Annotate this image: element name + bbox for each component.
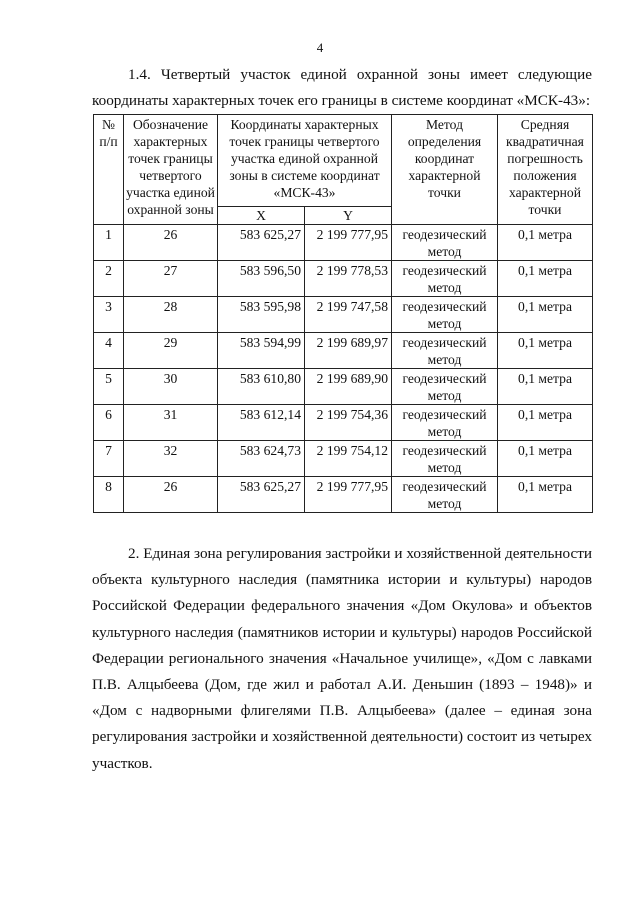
row-method-cell: геодезический метод (392, 369, 498, 405)
row-method-cell: геодезический метод (392, 225, 498, 261)
row-y-cell: 2 199 747,58 (305, 297, 392, 333)
intro-paragraph (92, 62, 592, 114)
intro-text: 1.4. Четвертый участок единой охранной зоны имеет следующие координаты характерных точек его границы в системе координат «МСК-43»: (92, 66, 592, 109)
table-row (94, 333, 593, 369)
row-point-cell: 28 (124, 297, 218, 333)
row-x-cell: 583 624,73 (218, 441, 305, 477)
row-num-cell: 3 (94, 297, 124, 333)
row-error-cell: 0,1 метра (498, 261, 593, 297)
header-num: № п/п (94, 115, 124, 225)
row-y-cell: 2 199 777,95 (305, 477, 392, 513)
row-num-cell: 2 (94, 261, 124, 297)
row-num-cell: 6 (94, 405, 124, 441)
row-x-cell: 583 612,14 (218, 405, 305, 441)
row-x-cell: 583 595,98 (218, 297, 305, 333)
row-point-cell: 26 (124, 477, 218, 513)
coordinates-table (93, 114, 593, 513)
header-coords: Координаты характерных точек границы четвертого участка единой охранной зоны в системе координат «МСК-43» (218, 115, 392, 207)
paragraph-2 (92, 541, 592, 777)
header-y: Y (305, 207, 392, 225)
row-y-cell: 2 199 778,53 (305, 261, 392, 297)
table-row (94, 225, 593, 261)
row-error-cell: 0,1 метра (498, 333, 593, 369)
header-error: Средняя квадратичная погрешность положения характерной точки (498, 115, 593, 225)
row-point-cell: 26 (124, 225, 218, 261)
row-method-cell: геодезический метод (392, 405, 498, 441)
row-method-cell: геодезический метод (392, 261, 498, 297)
row-x-cell: 583 610,80 (218, 369, 305, 405)
row-num-cell: 1 (94, 225, 124, 261)
row-error-cell: 0,1 метра (498, 441, 593, 477)
row-point-cell: 32 (124, 441, 218, 477)
row-x-cell: 583 594,99 (218, 333, 305, 369)
row-y-cell: 2 199 689,97 (305, 333, 392, 369)
header-method: Метод определения координат характерной точки (392, 115, 498, 225)
row-num-cell: 5 (94, 369, 124, 405)
row-point-cell: 29 (124, 333, 218, 369)
row-y-cell: 2 199 754,12 (305, 441, 392, 477)
page-number: 4 (316, 40, 324, 55)
paragraph-2-text: 2. Единая зона регулирования застройки и хозяйственной деятельности объекта культурного наследия (памятника истории и культуры) народов Российской Федерации федерального значения «Дом Окулова» и объектов культурного наследия (памятников истории и культуры) народов Российской Федерации регионального значения «Начальное училище», «Дом с лавками П.В. Алцыбеева (Дом, где жил и работал А.И. Деньшин (1893 – 1948)» и «Дом с надворными флигелями П.В. Алцыбеева» (далее – единая зона регулирования застройки и хозяйственной деятельности) состоит из четырех участков. (92, 545, 592, 772)
row-method-cell: геодезический метод (392, 477, 498, 513)
row-y-cell: 2 199 777,95 (305, 225, 392, 261)
table-row (94, 261, 593, 297)
header-point: Обозначение характерных точек границы четвертого участка единой охранной зоны (124, 115, 218, 225)
row-method-cell: геодезический метод (392, 333, 498, 369)
table-body (94, 225, 593, 513)
row-x-cell: 583 596,50 (218, 261, 305, 297)
row-method-cell: геодезический метод (392, 297, 498, 333)
row-error-cell: 0,1 метра (498, 369, 593, 405)
table-row (94, 477, 593, 513)
row-method-cell: геодезический метод (392, 441, 498, 477)
header-x: X (218, 207, 305, 225)
table-row (94, 405, 593, 441)
table-row (94, 297, 593, 333)
row-x-cell: 583 625,27 (218, 225, 305, 261)
row-point-cell: 31 (124, 405, 218, 441)
row-num-cell: 8 (94, 477, 124, 513)
row-error-cell: 0,1 метра (498, 297, 593, 333)
row-point-cell: 27 (124, 261, 218, 297)
row-error-cell: 0,1 метра (498, 405, 593, 441)
row-num-cell: 7 (94, 441, 124, 477)
row-error-cell: 0,1 метра (498, 477, 593, 513)
row-x-cell: 583 625,27 (218, 477, 305, 513)
table-row (94, 441, 593, 477)
row-y-cell: 2 199 689,90 (305, 369, 392, 405)
row-y-cell: 2 199 754,36 (305, 405, 392, 441)
row-point-cell: 30 (124, 369, 218, 405)
table-row (94, 369, 593, 405)
row-error-cell: 0,1 метра (498, 225, 593, 261)
row-num-cell: 4 (94, 333, 124, 369)
